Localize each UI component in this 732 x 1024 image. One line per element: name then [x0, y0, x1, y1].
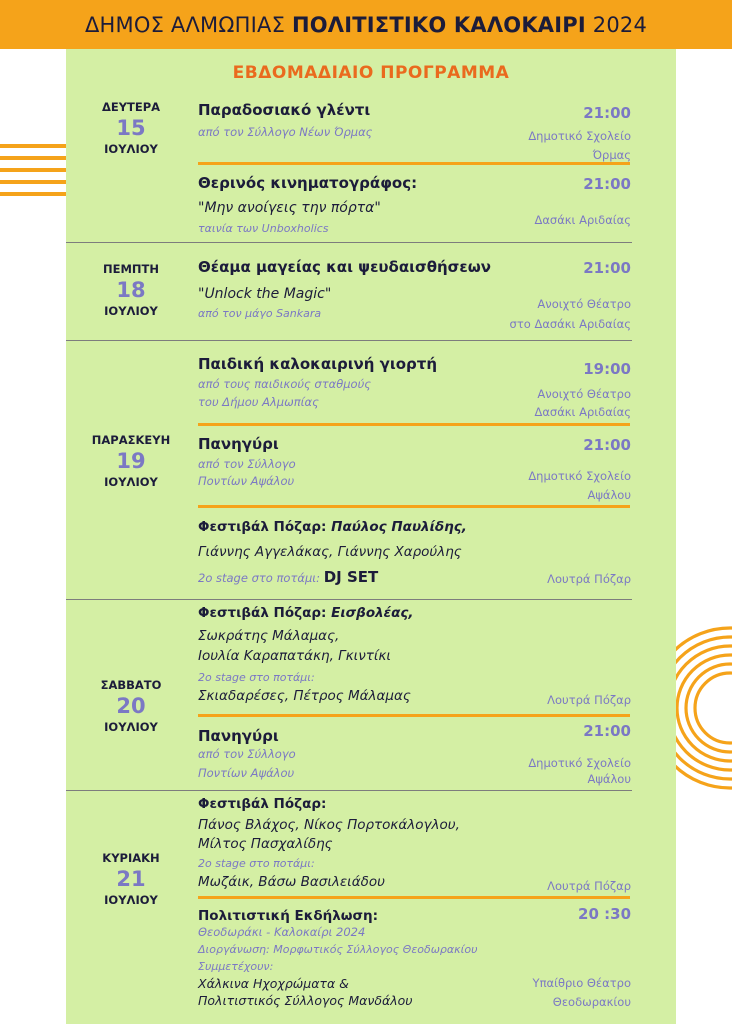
event-performers: Μωζάικ, Βάσω Βασιλειάδου [198, 874, 385, 890]
event-time: 21:00 [583, 259, 631, 277]
event-title: Παραδοσιακό γλέντι [198, 101, 371, 119]
event-title: Θέαμα μαγείας και ψευδαισθήσεων [198, 258, 491, 276]
day-number: 19 [116, 449, 146, 473]
header-highlight: ΠΟΛΙΤΙΣΤΙΚΟ ΚΑΛΟΚΑΙΡΙ [291, 12, 586, 37]
event-organizer: από τον Σύλλογο [198, 747, 296, 761]
event-venue: Δημοτικό Σχολείο [528, 756, 631, 770]
day-month: ΙΟΥΛΙΟΥ [104, 893, 158, 907]
event-time: 21:00 [583, 175, 631, 193]
event-participants-label: Συμμετέχουν: [198, 960, 274, 973]
event-venue: Θεοδωρακίου [552, 995, 631, 1009]
day-divider [66, 340, 632, 341]
event-dj: DJ SET [323, 568, 379, 586]
event-venue: Όρμας [592, 148, 631, 162]
event-time: 21:00 [583, 104, 631, 122]
event-performers: Σκιαδαρέσες, Πέτρος Μάλαμας [198, 688, 411, 704]
event-time: 21:00 [583, 722, 631, 740]
day-number: 18 [116, 278, 146, 302]
event-stage-line [198, 568, 378, 586]
event-organizer: από τους παιδικούς σταθμούς [198, 377, 371, 391]
event-title: Θερινός κινηματογράφος: [198, 174, 418, 192]
event-title: Φεστιβάλ Πόζαρ: [198, 605, 327, 621]
day-month: ΙΟΥΛΙΟΥ [104, 475, 158, 489]
event-stage: 2ο stage στο ποτάμι: [198, 671, 315, 684]
event-title: Φεστιβάλ Πόζαρ: [198, 519, 327, 535]
event-title: Πανηγύρι [198, 435, 279, 453]
event-film-title: "Μην ανοίγεις την πόρτα" [198, 200, 381, 216]
event-venue: Δασάκι Αριδαίας [534, 405, 631, 419]
day-month: ΙΟΥΛΙΟΥ [104, 142, 158, 156]
event-title: Πανηγύρι [198, 727, 279, 745]
program-subtitle: ΕΒΔΟΜΑΔΙΑΙΟ ΠΡΟΓΡΑΜΜΑ [232, 63, 510, 83]
event-venue: Δημοτικό Σχολείο [528, 129, 631, 143]
header-banner [0, 0, 732, 49]
event-venue: Λουτρά Πόζαρ [547, 879, 631, 893]
event-performers: Πάνος Βλάχος, Νίκος Πορτοκάλογλου, [198, 817, 460, 833]
event-divider [198, 423, 630, 426]
day-label-sunday [66, 851, 196, 907]
header-year: 2024 [592, 12, 648, 37]
event-organizer: Ποντίων Αψάλου [198, 474, 295, 488]
event-venue: Δασάκι Αριδαίας [534, 213, 631, 227]
event-title: Φεστιβάλ Πόζαρ: [198, 796, 327, 812]
event-venue: Λουτρά Πόζαρ [547, 572, 631, 586]
day-label-monday [66, 100, 196, 156]
day-month: ΙΟΥΛΙΟΥ [104, 304, 158, 318]
day-divider [66, 242, 632, 243]
day-month: ΙΟΥΛΙΟΥ [104, 720, 158, 734]
event-title: Πολιτιστική Εκδήλωση: [198, 908, 379, 924]
event-venue: στο Δασάκι Αριδαίας [509, 317, 631, 331]
event-title-line [198, 605, 414, 621]
event-venue: Λουτρά Πόζαρ [547, 693, 631, 707]
event-performers: Πολιτιστικός Σύλλογος Μανδάλου [198, 993, 413, 1008]
event-title: Παιδική καλοκαιρινή γιορτή [198, 355, 438, 373]
day-name: ΔΕΥΤΕΡΑ [101, 100, 161, 114]
day-label-saturday [66, 678, 196, 734]
event-divider [198, 162, 630, 165]
day-number: 15 [116, 116, 146, 140]
event-performers: Χάλκινα Ηχοχρώματα & [198, 976, 349, 991]
event-venue: Υπαίθριο Θέατρο [532, 976, 631, 990]
event-stage: 2ο stage στο ποτάμι: [198, 857, 315, 870]
header-municipality: ΔΗΜΟΣ ΑΛΜΩΠΙΑΣ [84, 12, 286, 37]
event-stage: 2ο stage στο ποτάμι: [198, 571, 321, 585]
event-performers: Παύλος Παυλίδης, [331, 519, 467, 535]
day-number: 21 [116, 867, 146, 891]
event-organizer: από τον Σύλλογο [198, 457, 296, 471]
event-time: 21:00 [583, 436, 631, 454]
event-venue: Αψάλου [587, 772, 631, 786]
event-venue: Δημοτικό Σχολείο [528, 469, 631, 483]
day-name: ΠΕΜΠΤΗ [102, 262, 160, 276]
event-show-title: "Unlock the Magic" [198, 286, 332, 302]
day-label-friday [66, 433, 196, 489]
event-organizer: του Δήμου Αλμωπίας [198, 395, 319, 409]
event-organizer: από τον Σύλλογο Νέων Όρμας [198, 125, 373, 139]
event-time: 20 :30 [578, 905, 631, 923]
event-subtitle: Θεοδωράκι - Καλοκαίρι 2024 [198, 925, 366, 939]
day-name: ΣΑΒΒΑΤΟ [100, 678, 162, 692]
event-organizer: ταινία των Unboxholics [198, 222, 329, 235]
day-divider [66, 790, 632, 791]
event-time: 19:00 [583, 360, 631, 378]
event-performers: Γιάννης Αγγελάκας, Γιάννης Χαρούλης [198, 544, 462, 560]
event-organizer: Ποντίων Αψάλου [198, 766, 295, 780]
event-performers: Μίλτος Πασχαλίδης [198, 836, 333, 852]
event-organizer: από τον μάγο Sankara [198, 307, 322, 320]
event-performers: Ιουλία Καραπατάκη, Γκιντίκι [198, 648, 391, 664]
event-divider [198, 714, 630, 717]
event-divider [198, 505, 630, 508]
day-number: 20 [116, 694, 146, 718]
event-title-line [198, 519, 467, 535]
day-name: ΠΑΡΑΣΚΕΥΗ [91, 433, 171, 447]
event-divider [198, 896, 630, 899]
event-venue: Ανοιχτό Θέατρο [537, 387, 631, 401]
day-divider [66, 599, 632, 600]
day-label-thursday [66, 262, 196, 318]
event-organizer: Διοργάνωση: Μορφωτικός Σύλλογος Θεοδωρακίου [198, 943, 478, 956]
event-performers: Εισβολέας, [331, 605, 414, 621]
event-venue: Ανοιχτό Θέατρο [537, 297, 631, 311]
day-name: ΚΥΡΙΑΚΗ [102, 851, 160, 865]
event-venue: Αψάλου [587, 488, 631, 502]
event-performers: Σωκράτης Μάλαμας, [198, 628, 340, 644]
